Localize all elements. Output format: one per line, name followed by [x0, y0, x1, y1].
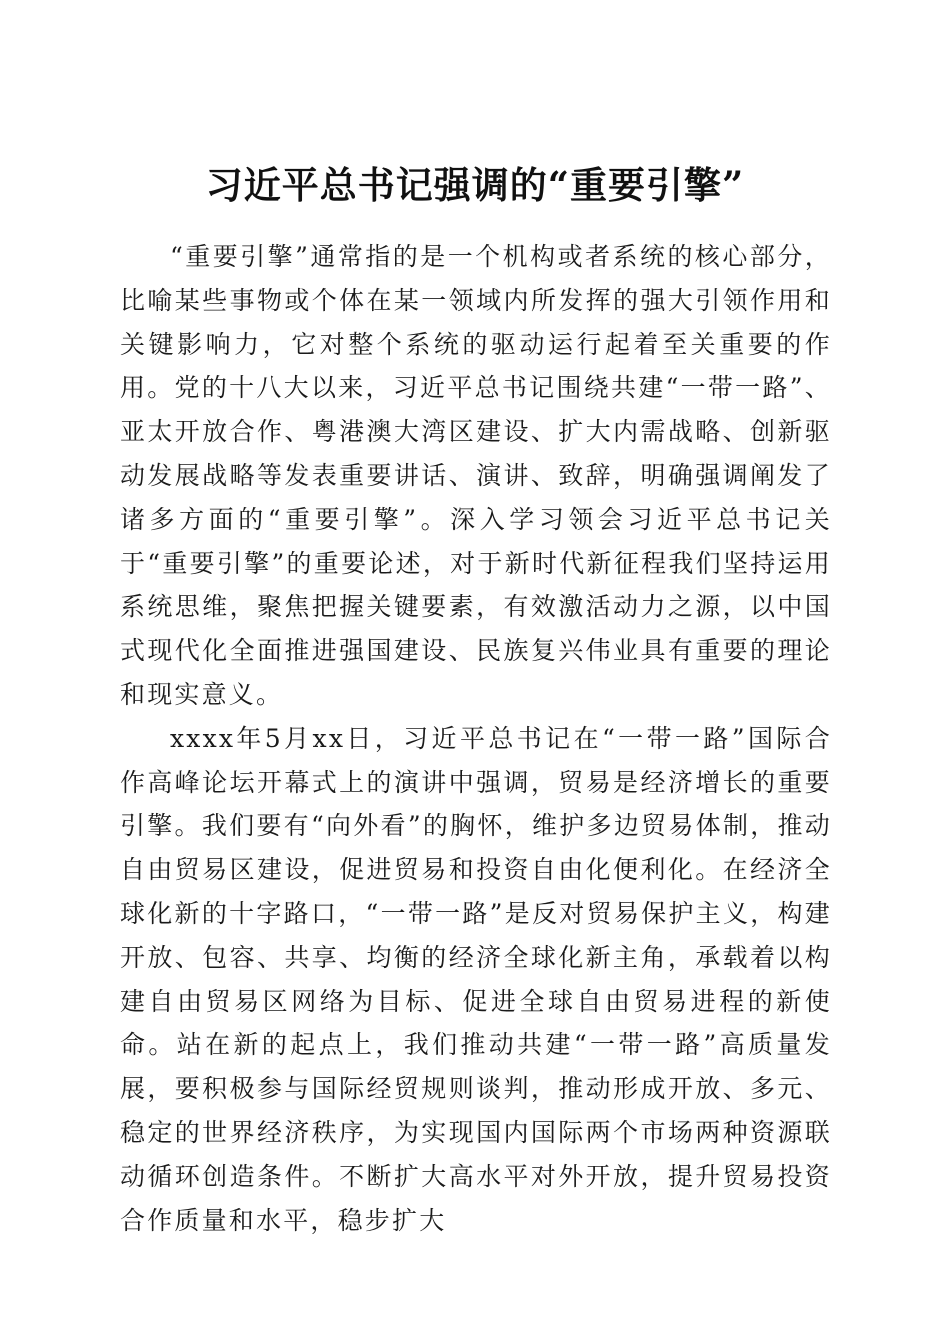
paragraph-2: xxxx年5月xx日，习近平总书记在“一带一路”国际合作高峰论坛开幕式上的演讲中强调，贸易是经济增长的重要引擎。我们要有“向外看”的胸怀，维护多边贸易体制，推动自由贸易区建设，促进贸易和投资自由化便利化。在经济全球化新的十字路口，“一带一路”是反对贸易保护主义，构建开放、包容、共享、均衡的经济全球化新主角，承载着以构建自由贸易区网络为目标、促进全球自由贸易进程的新使命。站在新的起点上，我们推动共建“一带一路”高质量发展，要积极参与国际经贸规则谈判，推动形成开放、多元、稳定的世界经济秩序，为实现国内国际两个市场两种资源联动循环创造条件。不断扩大高水平对外开放，提升贸易投资合作质量和水平，稳步扩大	[120, 723, 832, 1235]
paragraph-1: “重要引擎”通常指的是一个机构或者系统的核心部分，比喻某些事物或个体在某一领域内所发挥的强大引领作用和关键影响力，它对整个系统的驱动运行起着至关重要的作用。党的十八大以来，习近平总书记围绕共建“一带一路”、亚太开放合作、粤港澳大湾区建设、扩大内需战略、创新驱动发展战略等发表重要讲话、演讲、致辞，明确强调阐发了诸多方面的“重要引擎”。深入学习领会习近平总书记关于“重要引擎”的重要论述，对于新时代新征程我们坚持运用系统思维，聚焦把握关键要素，有效激活动力之源，以中国式现代化全面推进强国建设、民族复兴伟业具有重要的理论和现实意义。	[120, 242, 832, 709]
document-body	[120, 235, 832, 1242]
document-title: 习近平总书记强调的“重要引擎”	[205, 162, 745, 207]
